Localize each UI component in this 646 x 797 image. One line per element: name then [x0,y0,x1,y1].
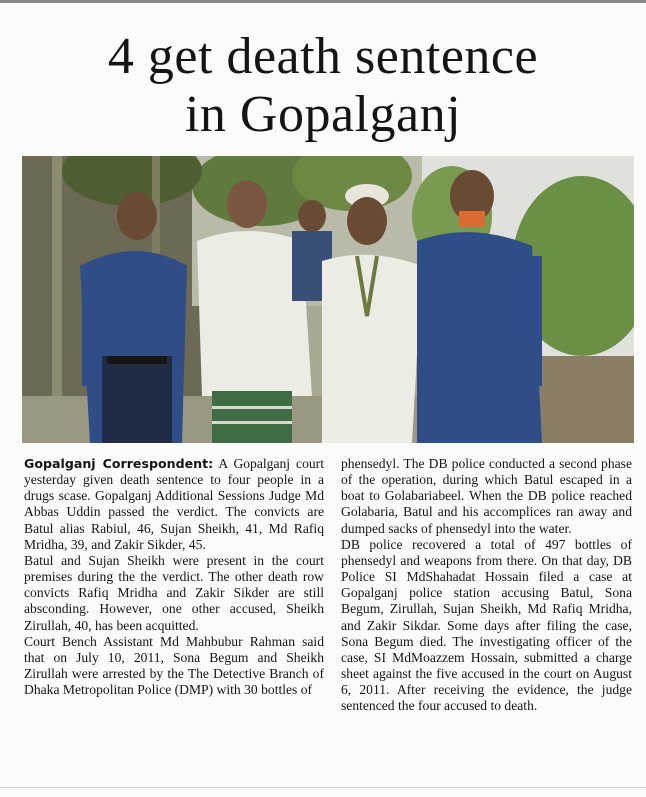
paragraph-1-text: A Gopalganj court yesterday given death sentence to four people in a drugs scase. Gopalganj Additional Sessions Judge Md Abbas Uddin passed the verdict. The convicts are Batul alias Rabiul, 46, Sujan Sheikh, 41, Md Rafiq Mridha, 39, and Zakir Sikder, 45. [24,456,324,552]
paragraph-5: DB police recovered a total of 497 bottles of phensedyl and weapons from there. On that day, DB Police SI MdShahadat Hossain filed a case at Gopalganj police station accusing Batul, Sona Begum, Zirullah, Sujan Sheikh, Md Rafiq Mridha, and Zakir Sikdar. Some days after filing the case, Sona Begum died. The investigating officer of the case, SI MdMoazzem Hossain, submitted a charge sheet against the five accused in the court on August 6, 2011. After receiving the evidence, the judge sentenced the four accused to death. [341,536,632,714]
paragraph-3: Court Bench Assistant Md Mahbubur Rahman said that on July 10, 2011, Sona Begum and Sheikh Zirullah were arrested by the The Detective Branch of Dhaka Metropolitan Police (DMP) with 30 bottles of [24,633,324,698]
article-column-right [341,456,632,715]
headline-line-2: in Gopalganj [184,86,462,143]
paragraph-1 [24,456,324,553]
paragraph-2: Batul and Sujan Sheikh were present in the court premises during the the verdict. The other death row convicts Rafiq Mridha and Zakir Sikder are still absconding. However, one other accused, Sheikh Zirullah, 40, has been acquitted. [24,552,324,633]
news-photo [22,156,634,443]
headline-line-1: 4 get death sentence [107,28,539,85]
top-rule [0,0,646,3]
photo-illustration [22,156,634,443]
article-column-left [24,456,324,698]
bottom-rule [0,787,646,788]
headline [0,28,646,144]
paragraph-4: phensedyl. The DB police conducted a second phase of the operation, during which Batul escaped in a boat to Golabariabeel. When the DB police reached Golabaria, Batul and his accomplices ran away and dumped sacks of phensedyl into the water. [341,456,632,536]
article-body [24,456,636,786]
byline: Gopalganj Correspondent: [24,456,214,471]
